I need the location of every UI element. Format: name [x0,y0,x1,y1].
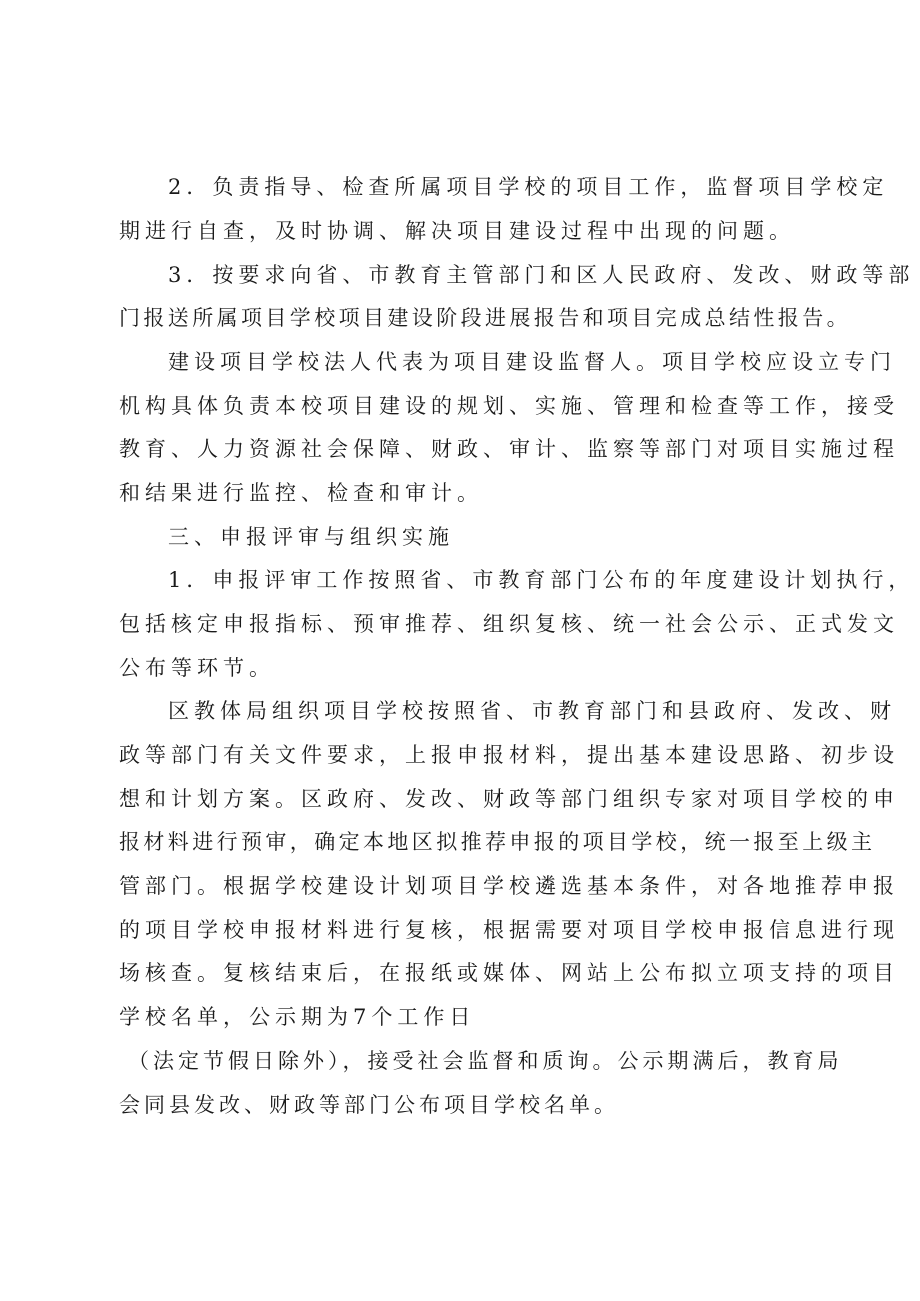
paragraph-line: 1．申报评审工作按照省、市教育部门公布的年度建设计划执行， [168,568,915,592]
paragraph-line: 期进行自查，及时协调、解决项目建设过程中出现的问题。 [119,219,795,243]
paragraph-line: 场核查。复核结束后，在报纸或媒体、网站上公布拟立项支持的项目 [119,961,899,985]
paragraph-line: 公布等环节。 [119,656,275,680]
paragraph-line: 想和计划方案。区政府、发改、财政等部门组织专家对项目学校的申 [119,787,899,811]
paragraph-line: 建设项目学校法人代表为项目建设监督人。项目学校应设立专门 [168,350,896,374]
paragraph-line: 政等部门有关文件要求，上报申报材料，提出基本建设思路、初步设 [119,743,899,767]
paragraph-line: 2．负责指导、检查所属项目学校的项目工作，监督项目学校定 [168,175,889,199]
section-heading: 三、申报评审与组织实施 [168,525,454,549]
paragraph-line: 3．按要求向省、市教育主管部门和区人民政府、发改、财政等部 [168,263,915,287]
paragraph-line: 学校名单，公示期为7个工作日 [119,1005,476,1029]
paragraph-line: 报材料进行预审，确定本地区拟推荐申报的项目学校，统一报至上级主 [119,830,876,854]
paragraph-line: 机构具体负责本校项目建设的规划、实施、管理和检查等工作，接受 [119,394,899,418]
paragraph-line: 会同县发改、财政等部门公布项目学校名单。 [119,1093,619,1117]
paragraph-line: 教育、人力资源社会保障、财政、审计、监察等部门对项目实施过程 [119,437,899,461]
paragraph-line: 的项目学校申报材料进行复核，根据需要对项目学校申报信息进行现 [119,918,899,942]
paragraph-line: 和结果进行监控、检查和审计。 [119,481,483,505]
paragraph-line: 包括核定申报指标、预审推荐、组织复核、统一社会公示、正式发文 [119,612,899,636]
paragraph-line: 门报送所属项目学校项目建设阶段进展报告和项目完成总结性报告。 [119,306,851,330]
paragraph-line: （法定节假日除外），接受社会监督和质询。公示期满后，教育局 [128,1049,843,1073]
paragraph-line: 管部门。根据学校建设计划项目学校遴选基本条件，对各地推荐申报 [119,874,899,898]
paragraph-line: 区教体局组织项目学校按照省、市教育部门和县政府、发改、财 [168,699,896,723]
